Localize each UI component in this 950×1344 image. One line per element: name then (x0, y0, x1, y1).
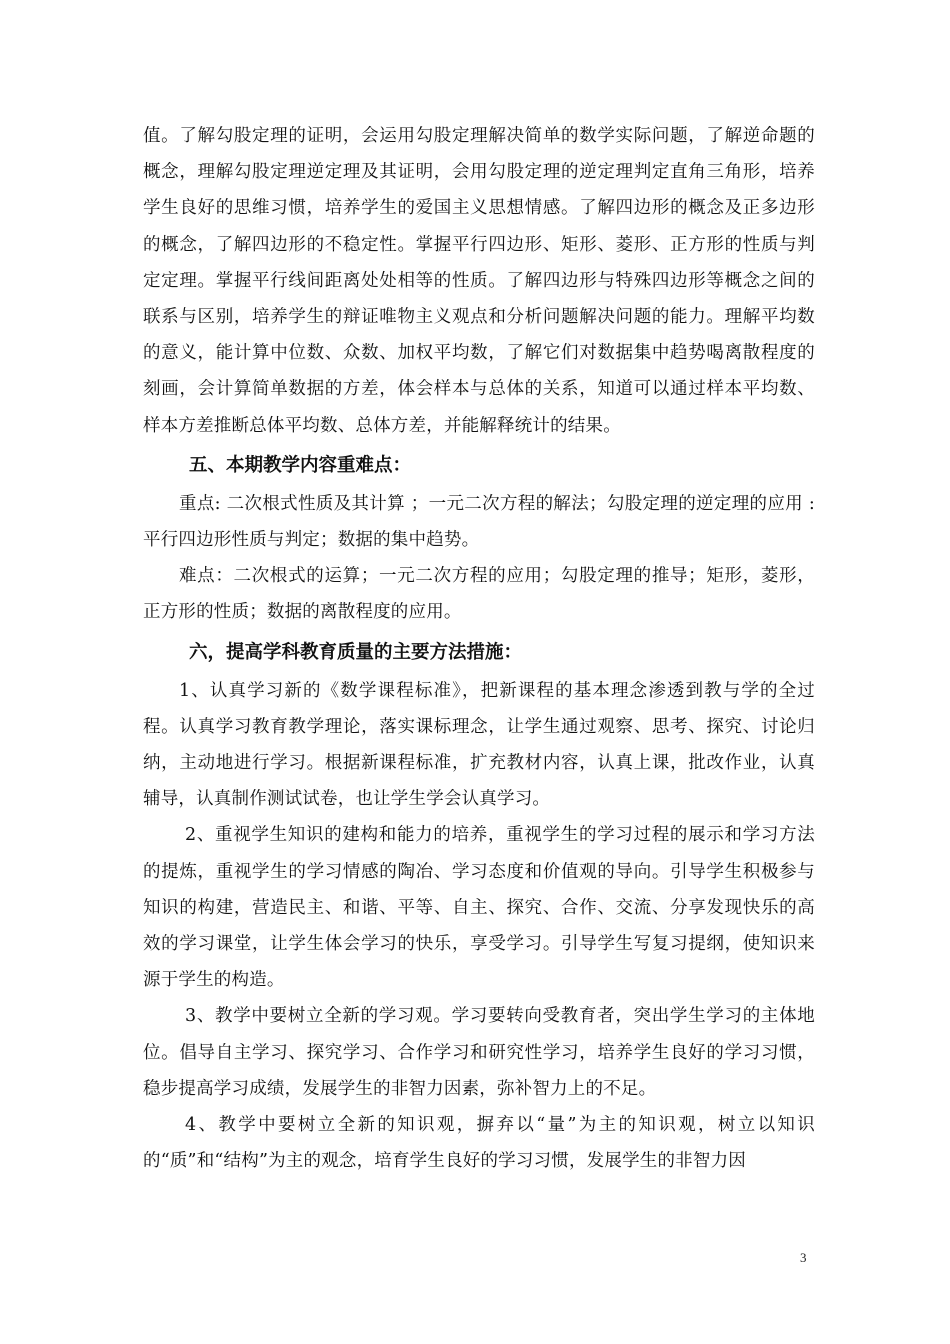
measure-item-1: 1、认真学习新的《数学课程标准》，把新课程的基本理念渗透到教与学的全过程。认真学习教育教学理论，落实课标理念，让学生通过观察、思考、探究、讨论归纳，主动地进行学习。根据新课程标准，扩充教材内容，认真上课，批改作业，认真辅导，认真制作测试试卷，也让学生学会认真学习。 (143, 680, 815, 810)
intro-paragraph: 值。了解勾股定理的证明，会运用勾股定理解决简单的数学实际问题，了解逆命题的概念，理解勾股定理逆定理及其证明，会用勾股定理的逆定理判定直角三角形，培养学生良好的思维习惯，培养学生的爱国主义思想情感。了解四边形的概念及正多边形的概念，了解四边形的不稳定性。掌握平行四边形、矩形、菱形、正方形的性质与判定定理。掌握平行线间距离处处相等的性质。了解四边形与特殊四边形等概念之间的联系与区别，培养学生的辩证唯物主义观点和分析问题解决问题的能力。理解平均数的意义，能计算中位数、众数、加权平均数，了解它们对数据集中趋势喝离散程度的刻画，会计算简单数据的方差，体会样本与总体的关系，知道可以通过样本平均数、样本方差推断总体平均数、总体方差，并能解释统计的结果。 (143, 126, 815, 436)
measure-item-4: 4、教学中要树立全新的知识观，摒弃以“量”为主的知识观，树立以知识的“质”和“结构”为主的观念，培育学生良好的学习习惯，发展学生的非智力因 (143, 1115, 815, 1172)
section-5-heading: 五、本期教学内容重难点： (189, 454, 412, 476)
page-content (143, 118, 815, 1179)
section-6-heading: 六，提高学科教育质量的主要方法措施： (189, 641, 523, 663)
measure-item-3: 3、教学中要树立全新的学习观。学习要转向受教育者，突出学生学习的主体地位。倡导自主学习、探究学习、合作学习和研究性学习，培养学生良好的学习习惯，稳步提高学习成绩，发展学生的非智力因素，弥补智力上的不足。 (143, 1006, 815, 1099)
difficult-points-paragraph: 难点：二次根式的运算；一元二次方程的应用；勾股定理的推导；矩形，菱形，正方形的性质；数据的离散程度的应用。 (143, 566, 815, 623)
measure-item-2: 2、重视学生知识的建构和能力的培养，重视学生的学习过程的展示和学习方法的提炼，重视学生的学习情感的陶冶、学习态度和价值观的导向。引导学生积极参与知识的构建，营造民主、和谐、平等、自主、探究、合作、交流、分享发现快乐的高效的学习课堂，让学生体会学习的快乐，享受学习。引导学生写复习提纲，使知识来源于学生的构造。 (143, 825, 815, 991)
key-points-paragraph: 重点: 二次根式性质及其计算 ；一元二次方程的解法；勾股定理的逆定理的应用 : 平行四边形性质与判定；数据的集中趋势。 (143, 493, 815, 551)
page-number: 3 (800, 1250, 807, 1265)
